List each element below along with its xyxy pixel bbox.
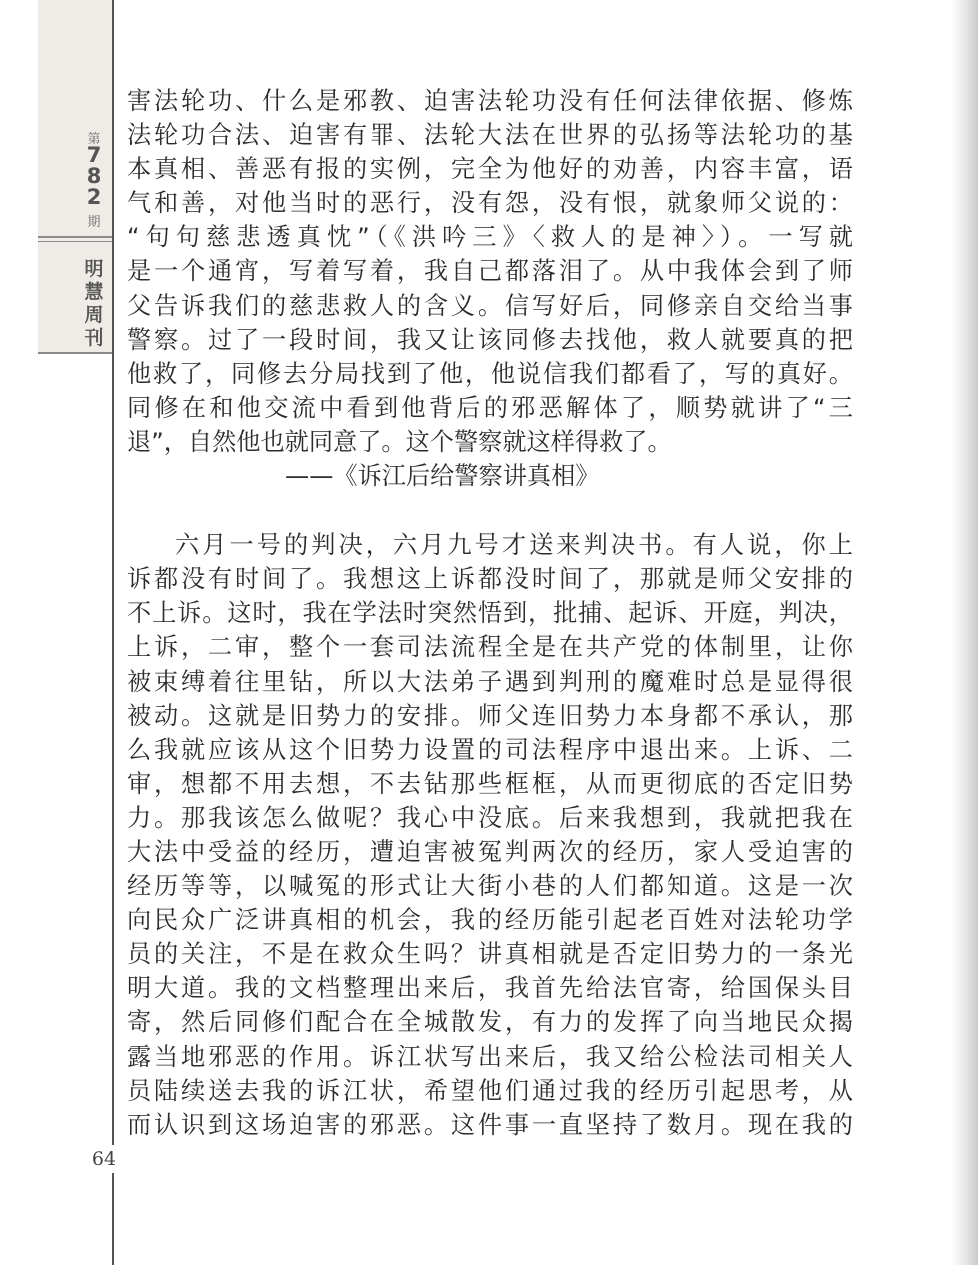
article-body	[127, 84, 853, 1142]
issue-digit: 7	[86, 143, 102, 167]
magazine-name	[80, 258, 108, 350]
text-line: 诉都没有时间了。我想这上诉都没时间了，那就是师父安排的	[127, 565, 853, 594]
issue-number	[80, 145, 108, 208]
magazine-char: 明	[84, 258, 104, 280]
text-line: 员的关注，不是在救众生吗？讲真相就是否定旧势力的一条光	[127, 940, 853, 969]
text-line: 么我就应该从这个旧势力设置的司法程序中退出来。上诉、二	[127, 735, 853, 764]
text-line: 经历等等，以喊冤的形式让大街小巷的人们都知道。这是一次	[127, 872, 853, 901]
text-line: 不上诉。这时，我在学法时突然悟到，批捕、起诉、开庭，判决，	[127, 599, 853, 628]
text-line: 露当地邪恶的作用。诉江状写出来后，我又给公检法司相关人	[127, 1042, 853, 1071]
page-number: 64	[84, 1145, 124, 1173]
margin-rule	[112, 0, 114, 1265]
issue-prefix: 第	[87, 132, 101, 147]
issue-suffix: 期	[87, 215, 101, 230]
tab-divider-line	[38, 236, 112, 238]
text-line: 父告诉我们的慈悲救人的含义。信写好后，同修亲自交给当事	[127, 291, 853, 320]
text-line: 向民众广泛讲真相的机会，我的经历能引起老百姓对法轮功学	[127, 906, 853, 935]
magazine-char: 周	[84, 304, 104, 326]
text-line: 警察。过了一段时间，我又让该同修去找他，救人就要真的把	[127, 325, 853, 354]
text-line: 审，想都不用去想，不去钻那些框框，从而更彻底的否定旧势	[127, 769, 853, 798]
issue-digit: 8	[86, 164, 102, 188]
text-line: 寄，然后同修们配合在全城散发，有力的发挥了向当地民众揭	[127, 1008, 853, 1037]
text-line: 气和善，对他当时的恶行，没有怨，没有恨，就象师父说的：	[127, 189, 853, 218]
text-line: 本真相、善恶有报的实例，完全为他好的劝善，内容丰富，语	[127, 155, 853, 184]
magazine-char: 刊	[84, 327, 104, 349]
text-line: “句句慈悲透真忱”（《洪吟三》〈救人的是神〉）。一写就	[127, 223, 853, 252]
issue-digit: 2	[86, 185, 102, 209]
text-line: 退”，自然他也就同意了。这个警察就这样得救了。	[127, 427, 672, 456]
text-line: 他救了，同修去分局找到了他，他说信我们都看了，写的真好。	[127, 359, 853, 388]
text-line: 害法轮功、什么是邪教、迫害法轮功没有任何法律依据、修炼	[127, 87, 853, 115]
text-line: 员陆续送去我的诉江状，希望他们通过我的经历引起思考，从	[127, 1076, 853, 1105]
tab-divider-line-thin	[38, 241, 112, 242]
text-line: 明大道。我的文档整理出来后，我首先给法官寄，给国保头目	[127, 974, 853, 1003]
text-line: 力。那我该怎么做呢？我心中没底。后来我想到，我就把我在	[127, 803, 853, 832]
text-line: 而认识到这场迫害的邪恶。这件事一直坚持了数月。现在我的	[127, 1110, 853, 1139]
quote-block	[127, 84, 853, 493]
text-line: 同修在和他交流中看到他背后的邪恶解体了，顺势就讲了“三	[127, 393, 853, 422]
text-line: 法轮功合法、迫害有罪、法轮大法在世界的弘扬等法轮功的基	[127, 121, 853, 150]
text-line: 上诉，二审，整个一套司法流程全是在共产党的体制里，让你	[127, 633, 853, 662]
magazine-char: 慧	[84, 281, 104, 303]
citation: ——《诉江后给警察讲真相》	[285, 462, 600, 491]
text-line: 六月一号的判决，六月九号才送来判决书。有人说，你上	[175, 531, 853, 560]
text-line: 被束缚着往里钻，所以大法弟子遇到判刑的魔难时总是显得很	[127, 667, 853, 696]
paragraph-gap	[127, 493, 853, 528]
main-paragraph	[127, 528, 853, 1142]
text-line: 被动。这就是旧势力的安排。师父连旧势力本身都不承认，那	[127, 701, 853, 730]
text-line: 是一个通宵，写着写着，我自己都落泪了。从中我体会到了师	[127, 257, 853, 286]
page-edge-shadow	[952, 0, 978, 1265]
text-line: 大法中受益的经历，遭迫害被冤判两次的经历，家人受迫害的	[127, 837, 853, 866]
